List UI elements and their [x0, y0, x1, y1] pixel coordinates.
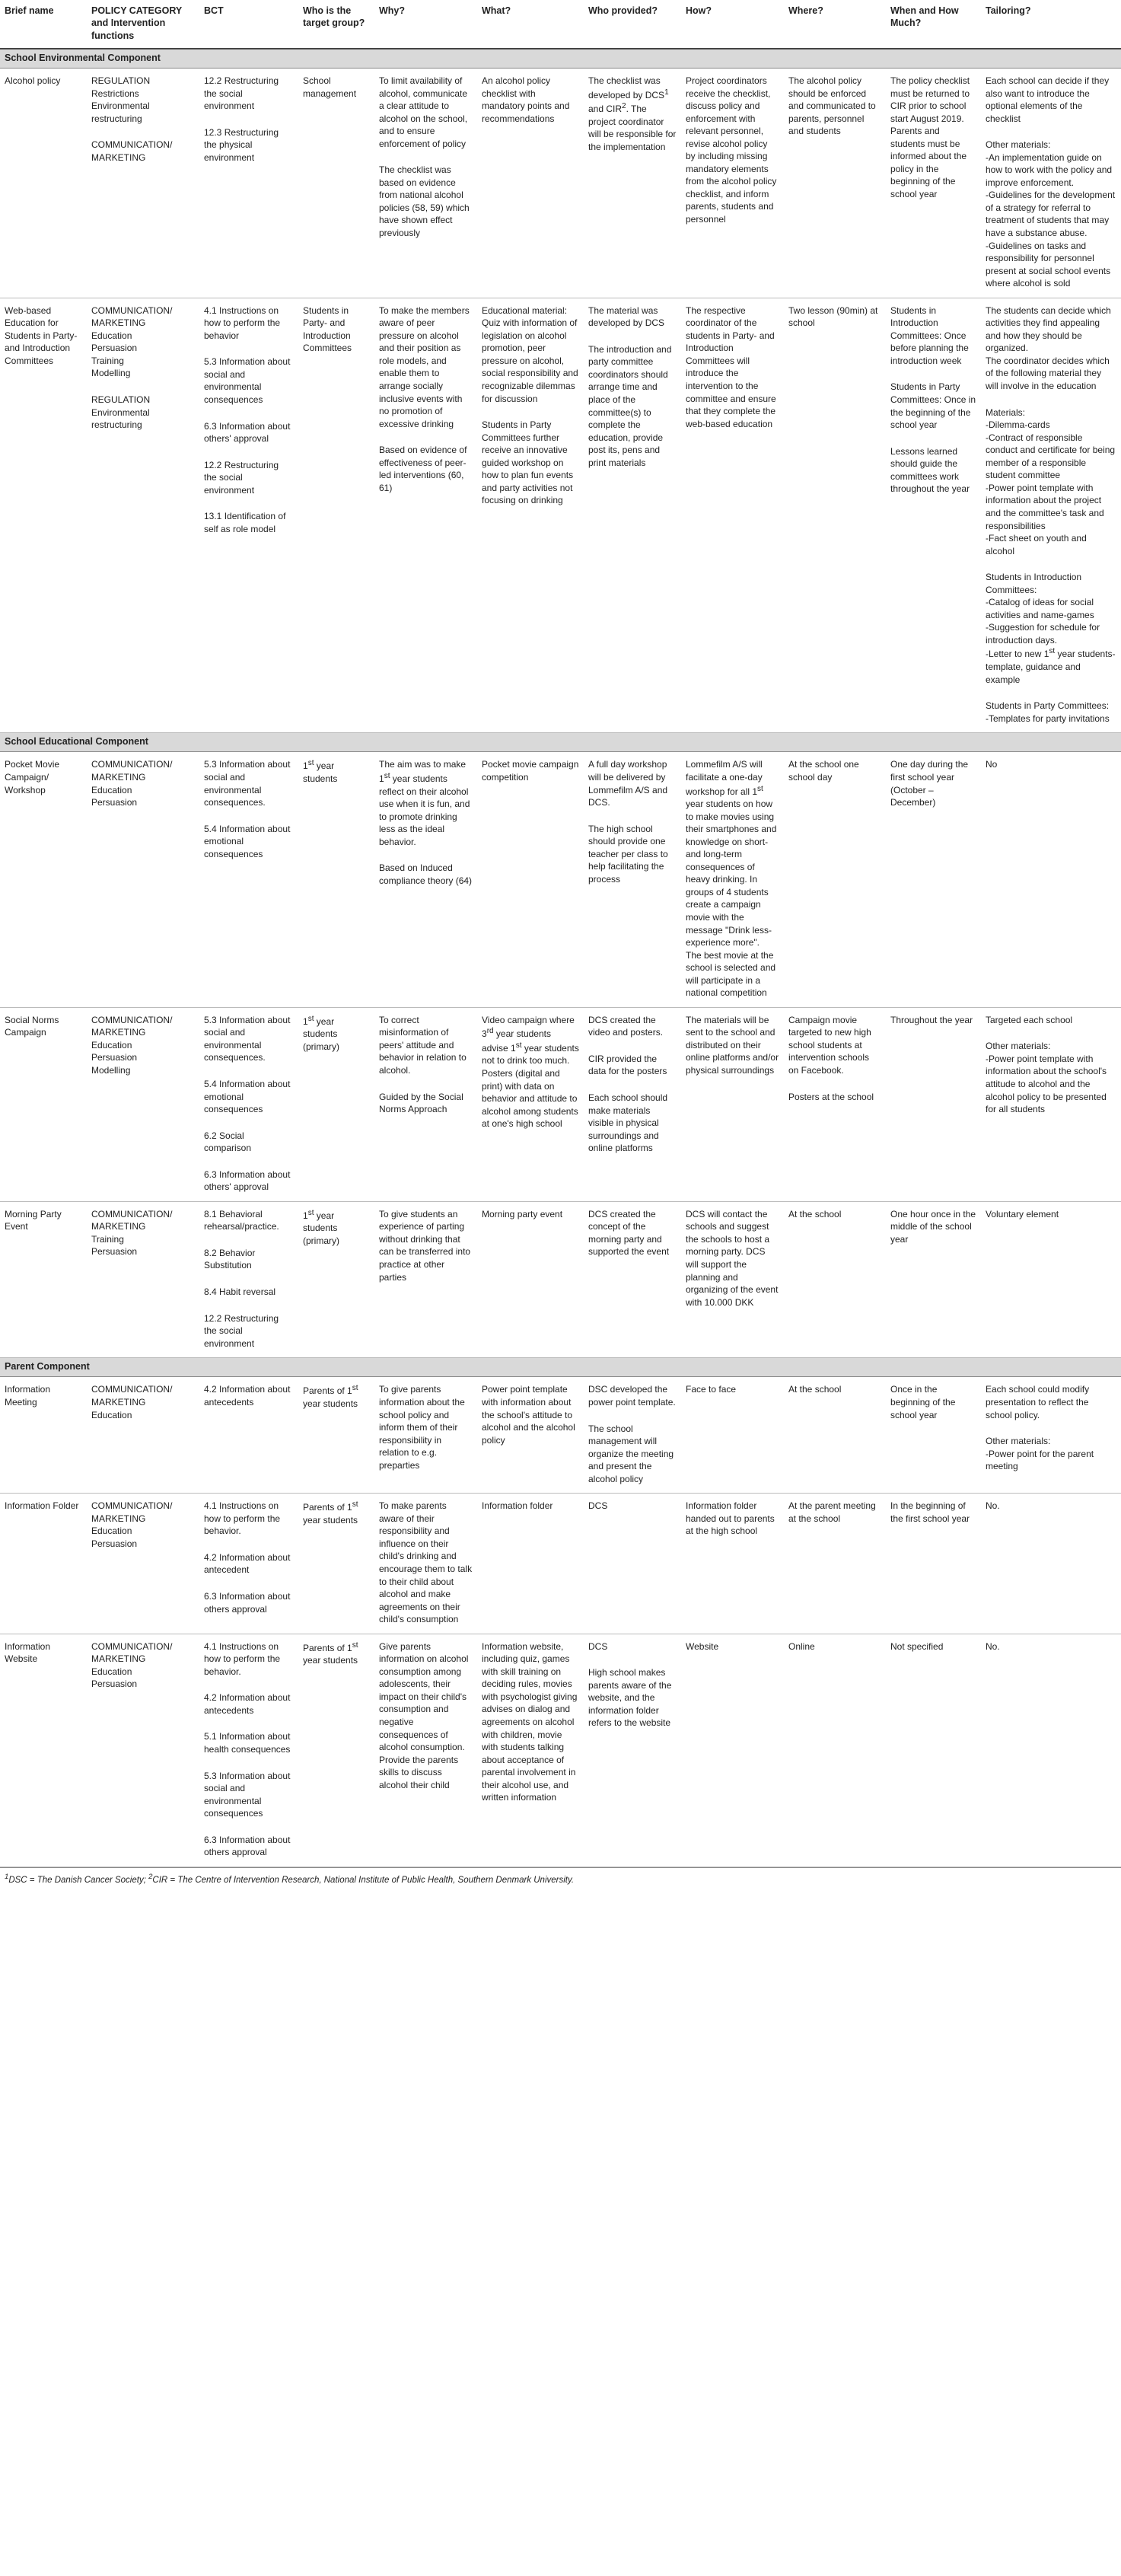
table-row	[0, 1377, 1121, 1494]
cell-why	[374, 1494, 477, 1634]
cell-paragraph: 5.4 Information about emotional consequences	[204, 1078, 291, 1115]
cell-paragraph: To limit availability of alcohol, communicate a clear attitude to alcohol on the school, and to ensure enforcement of policy	[379, 75, 468, 149]
table-row	[0, 1494, 1121, 1634]
cell-how	[681, 1634, 784, 1867]
cell-paragraph: 1st year students	[303, 759, 338, 784]
cell-paragraph: Other materials: -Power point template with information about the school's attitude to alcohol and the alcohol policy to be presented for all students	[986, 1041, 1107, 1115]
cell-target-group	[298, 1007, 374, 1201]
cell-tailoring	[981, 69, 1121, 298]
cell-paragraph: 6.3 Information about others approval	[204, 1591, 291, 1615]
cell-where	[784, 1007, 886, 1201]
cell-paragraph: A full day workshop will be delivered by Lommefilm A/S and DCS.	[588, 759, 668, 808]
cell-how	[681, 1494, 784, 1634]
section-header	[0, 733, 1121, 752]
cell-target-group	[298, 1494, 374, 1634]
cell-brief-name	[0, 1494, 87, 1634]
cell-paragraph: Students in Party Committees: -Templates for party invitations	[986, 700, 1110, 724]
cell-policy-category	[87, 1494, 199, 1634]
cell-target-group	[298, 752, 374, 1007]
cell-paragraph: 8.1 Behavioral rehearsal/practice.	[204, 1208, 279, 1232]
cell-how	[681, 1377, 784, 1494]
cell-how	[681, 752, 784, 1007]
cell-paragraph: Campaign movie targeted to new high school students at intervention schools on Facebook.	[788, 1014, 871, 1076]
cell-where	[784, 69, 886, 298]
header-brief-name: Brief name	[0, 0, 87, 49]
cell-where	[784, 1494, 886, 1634]
cell-paragraph: No.	[986, 1500, 1000, 1512]
cell-paragraph: Lessons learned should guide the committees work throughout the year	[890, 445, 970, 495]
cell-paragraph: 12.2 Restructuring the social environment	[204, 459, 279, 496]
cell-paragraph: The school management will organize the meeting and present the alcohol policy	[588, 1423, 674, 1484]
cell-paragraph: Lommefilm A/S will facilitate a one-day workshop for all 1st year students on how to make movies using their smartphones and knowledge on short- and long-term consequences of heavy drinking. In groups of 4 students create a campaign movie with the message "Drink less-experience more". The best movie at the school is selected and will participate in a national competition	[686, 759, 777, 999]
cell-bct	[199, 1377, 298, 1494]
cell-paragraph: DCS	[588, 1640, 608, 1652]
cell-brief-name	[0, 69, 87, 298]
cell-paragraph: 4.2 Information about antecedents	[204, 1384, 291, 1408]
cell-paragraph: 4.1 Instructions on how to perform the behavior.	[204, 1640, 281, 1677]
cell-paragraph: Based on Induced compliance theory (64)	[379, 862, 473, 886]
cell-bct	[199, 1007, 298, 1201]
cell-paragraph: 12.3 Restructuring the physical environment	[204, 126, 279, 163]
cell-who-provided	[584, 752, 681, 1007]
cell-paragraph: Posters at the school	[788, 1091, 874, 1102]
cell-paragraph: 13.1 Identification of self as role model	[204, 511, 286, 534]
cell-where	[784, 1201, 886, 1357]
cell-paragraph: Give parents information on alcohol consumption among adolescents, their impact on their child's consumption and negative consequences of alcohol consumption. Provide the parents skills to discuss alcohol their child	[379, 1640, 469, 1790]
cell-paragraph: Power point template with information about the school's attitude to alcohol and the alcohol policy	[482, 1384, 575, 1446]
cell-paragraph: 1st year students (primary)	[303, 1208, 339, 1246]
cell-paragraph: 5.3 Information about social and environmental consequences	[204, 356, 291, 406]
table-row	[0, 752, 1121, 1007]
cell-paragraph: Information Website	[5, 1640, 51, 1665]
cell-paragraph: The checklist was based on evidence from national alcohol policies (58, 59) which have shown effect previously	[379, 164, 470, 239]
table-row	[0, 69, 1121, 298]
cell-why	[374, 752, 477, 1007]
cell-paragraph: Guided by the Social Norms Approach	[379, 1091, 463, 1115]
cell-paragraph: No.	[986, 1640, 1000, 1652]
cell-paragraph: Voluntary element	[986, 1208, 1059, 1219]
cell-paragraph: 12.2 Restructuring the social environment	[204, 1312, 279, 1349]
cell-paragraph: COMMUNICATION/ MARKETING Training Persuasion	[91, 1208, 173, 1258]
cell-tailoring	[981, 1007, 1121, 1201]
cell-paragraph: At the school	[788, 1384, 842, 1395]
cell-paragraph: The students can decide which activities they find appealing and how they should be organized. The coordinator decides which of the following material they will involve in the education	[986, 304, 1111, 392]
cell-paragraph: COMMUNICATION/ MARKETING Education	[91, 1384, 173, 1420]
cell-paragraph: 12.2 Restructuring the social environment	[204, 75, 279, 112]
cell-when	[886, 1634, 981, 1867]
cell-paragraph: Pocket Movie Campaign/ Workshop	[5, 759, 60, 795]
cell-bct	[199, 69, 298, 298]
cell-paragraph: 4.2 Information about antecedent	[204, 1551, 291, 1576]
cell-paragraph: DCS will contact the schools and suggest the schools to host a morning party. DCS will support the planning and organizing of the event with 10.000 DKK	[686, 1208, 779, 1308]
cell-paragraph: Morning Party Event	[5, 1208, 62, 1232]
cell-why	[374, 69, 477, 298]
cell-brief-name	[0, 298, 87, 732]
cell-what	[477, 1377, 584, 1494]
cell-paragraph: DCS	[588, 1500, 608, 1512]
cell-paragraph: To make parents aware of their responsibility and influence on their child's drinking and encourage them to talk to their child about alcohol and make agreements on their child's consumption	[379, 1500, 473, 1625]
cell-paragraph: Information Meeting	[5, 1384, 51, 1408]
cell-tailoring	[981, 752, 1121, 1007]
cell-paragraph: 1st year students (primary)	[303, 1014, 339, 1052]
cell-policy-category	[87, 1007, 199, 1201]
cell-paragraph: 5.3 Information about social and environmental consequences	[204, 1770, 291, 1819]
section-header	[0, 49, 1121, 69]
cell-why	[374, 298, 477, 732]
cell-who-provided	[584, 1201, 681, 1357]
cell-policy-category	[87, 69, 199, 298]
header-what: What?	[477, 0, 584, 49]
cell-paragraph: Each school can decide if they also want to introduce the optional elements of the checklist	[986, 75, 1110, 124]
cell-paragraph: Students in Introduction Committees: Once before planning the introduction week	[890, 304, 969, 366]
cell-how	[681, 69, 784, 298]
cell-bct	[199, 752, 298, 1007]
cell-paragraph: To give students an experience of parting without drinking that can be transferred into practice at other parties	[379, 1208, 471, 1283]
cell-paragraph: 4.2 Information about antecedents	[204, 1692, 291, 1716]
cell-paragraph: Other materials: -Power point for the parent meeting	[986, 1436, 1094, 1472]
section-title: School Environmental Component	[0, 49, 1121, 69]
cell-where	[784, 752, 886, 1007]
table-row	[0, 1007, 1121, 1201]
cell-paragraph: The checklist was developed by DCS$^1$ and CIR$^2$. The project coordinator will be responsible for the implementation	[588, 75, 677, 152]
cell-paragraph: COMMUNICATION/ MARKETING Education Persuasion	[91, 1640, 173, 1690]
header-how: How?	[681, 0, 784, 49]
header-target-group: Who is the target group?	[298, 0, 374, 49]
cell-paragraph: The material was developed by DCS	[588, 304, 665, 329]
cell-brief-name	[0, 1377, 87, 1494]
cell-policy-category	[87, 752, 199, 1007]
cell-paragraph: CIR provided the data for the posters	[588, 1053, 667, 1077]
cell-paragraph: The alcohol policy should be enforced and communicated to parents, personnel and students	[788, 75, 876, 137]
cell-paragraph: Two lesson (90min) at school	[788, 304, 878, 329]
section-header	[0, 1358, 1121, 1377]
cell-paragraph: Students in Party- and Introduction Committees	[303, 304, 352, 354]
cell-paragraph: Students in Party Committees: Once in the beginning of the school year	[890, 381, 976, 431]
cell-tailoring	[981, 1634, 1121, 1867]
cell-when	[886, 752, 981, 1007]
cell-paragraph: At the school	[788, 1208, 842, 1219]
cell-paragraph: 5.4 Information about emotional consequences	[204, 823, 291, 859]
cell-target-group	[298, 69, 374, 298]
cell-paragraph: Each school should make materials visible in physical surroundings and online platforms	[588, 1092, 668, 1154]
cell-paragraph: REGULATION Restrictions Environmental restructuring	[91, 75, 151, 124]
cell-who-provided	[584, 1007, 681, 1201]
header-policy-category: POLICY CATEGORY and Intervention functions	[87, 0, 199, 49]
cell-paragraph: The aim was to make 1st year students reflect on their alcohol use when it is fun, and to promote drinking less as the ideal behavior.	[379, 759, 470, 847]
cell-paragraph: 5.3 Information about social and environmental consequences.	[204, 759, 291, 808]
cell-paragraph: 6.3 Information about others' approval	[204, 1168, 291, 1193]
cell-bct	[199, 1494, 298, 1634]
table-row	[0, 1634, 1121, 1867]
cell-paragraph: DCS created the video and posters.	[588, 1014, 664, 1038]
cell-when	[886, 298, 981, 732]
cell-paragraph: Materials: -Dilemma-cards -Contract of responsible conduct and certificate for being member of a responsible student committee -Power point template with information about the project and the committee's task and responsibilities -Fact sheet on youth and alcohol	[986, 406, 1116, 556]
cell-paragraph: Face to face	[686, 1384, 737, 1395]
cell-paragraph: COMMUNICATION/ MARKETING Education Persuasion Modelling	[91, 1014, 173, 1076]
cell-when	[886, 1377, 981, 1494]
cell-paragraph: REGULATION Environmental restructuring	[91, 394, 151, 431]
cell-paragraph: In the beginning of the first school year	[890, 1500, 970, 1524]
cell-paragraph: The high school should provide one teacher per class to help facilitating the process	[588, 823, 668, 885]
cell-tailoring	[981, 1494, 1121, 1634]
cell-paragraph: Once in the beginning of the school year	[890, 1384, 956, 1420]
cell-paragraph: At the parent meeting at the school	[788, 1500, 876, 1524]
cell-policy-category	[87, 1201, 199, 1357]
cell-paragraph: An alcohol policy checklist with mandatory points and recommendations	[482, 75, 570, 124]
cell-paragraph: The materials will be sent to the school and distributed on their online platforms and/or physical surroundings	[686, 1014, 779, 1076]
header-why: Why?	[374, 0, 477, 49]
cell-paragraph: No	[986, 759, 998, 770]
cell-when	[886, 69, 981, 298]
cell-tailoring	[981, 298, 1121, 732]
cell-paragraph: Not specified	[890, 1640, 944, 1652]
cell-paragraph: Information folder	[482, 1500, 553, 1512]
cell-paragraph: 6.3 Information about others approval	[204, 1834, 291, 1858]
cell-paragraph: COMMUNICATION/ MARKETING Education Persuasion Training Modelling	[91, 304, 173, 379]
cell-paragraph: To correct misinformation of peers' attitude and behavior in relation to alcohol.	[379, 1014, 467, 1076]
cell-what	[477, 298, 584, 732]
cell-paragraph: Information folder handed out to parents at the high school	[686, 1500, 775, 1537]
cell-paragraph: COMMUNICATION/ MARKETING	[91, 139, 173, 163]
table-row	[0, 298, 1121, 732]
cell-paragraph: To give parents information about the school policy and inform them of their responsibility in relation to e.g. preparties	[379, 1384, 465, 1471]
cell-what	[477, 1201, 584, 1357]
cell-who-provided	[584, 69, 681, 298]
cell-how	[681, 1201, 784, 1357]
cell-policy-category	[87, 1634, 199, 1867]
cell-tailoring	[981, 1377, 1121, 1494]
cell-brief-name	[0, 752, 87, 1007]
section-title: Parent Component	[0, 1358, 1121, 1377]
cell-target-group	[298, 1634, 374, 1867]
cell-paragraph: The respective coordinator of the students in Party- and Introduction Committees will introduce the intervention to the committee and ensure that they complete the web-based education	[686, 304, 776, 429]
cell-paragraph: Morning party event	[482, 1208, 563, 1219]
cell-paragraph: Students in Party Committees further receive an innovative guided workshop on how to plan fun events and party activities not focusing on drinking	[482, 419, 574, 506]
cell-paragraph: One hour once in the middle of the school year	[890, 1208, 976, 1245]
cell-paragraph: 8.4 Habit reversal	[204, 1286, 276, 1297]
cell-paragraph: Web-based Education for Students in Party- and Introduction Committees	[5, 304, 78, 366]
cell-paragraph: Video campaign where 3rd year students advise 1st year students not to drink too much. Posters (digital and print) with data on behavior and attitude to alcohol among students at one's high school	[482, 1014, 579, 1130]
cell-how	[681, 298, 784, 732]
cell-paragraph: Alcohol policy	[5, 75, 61, 86]
cell-where	[784, 298, 886, 732]
footnote: $^1$DSC = The Danish Cancer Society; $^2$CIR = The Centre of Intervention Research, National Institute of Public Health, Southern Denmark University.	[0, 1867, 1121, 1889]
section-title: School Educational Component	[0, 733, 1121, 752]
cell-paragraph: Social Norms Campaign	[5, 1014, 59, 1038]
cell-paragraph: High school makes parents aware of the website, and the information folder refers to the website	[588, 1667, 672, 1729]
cell-what	[477, 752, 584, 1007]
cell-what	[477, 69, 584, 298]
cell-what	[477, 1634, 584, 1867]
cell-paragraph: COMMUNICATION/ MARKETING Education Persuasion	[91, 759, 173, 808]
cell-paragraph: Website	[686, 1640, 719, 1652]
cell-who-provided	[584, 1377, 681, 1494]
table-body	[0, 49, 1121, 1867]
cell-paragraph: Parents of 1st year students	[303, 1640, 358, 1666]
cell-bct	[199, 1634, 298, 1867]
cell-brief-name	[0, 1201, 87, 1357]
cell-policy-category	[87, 1377, 199, 1494]
cell-who-provided	[584, 298, 681, 732]
cell-where	[784, 1377, 886, 1494]
cell-when	[886, 1201, 981, 1357]
cell-paragraph: Online	[788, 1640, 815, 1652]
cell-paragraph: 6.2 Social comparison	[204, 1130, 252, 1154]
cell-paragraph: At the school one school day	[788, 759, 859, 783]
cell-how	[681, 1007, 784, 1201]
cell-paragraph: Pocket movie campaign competition	[482, 759, 579, 783]
cell-paragraph: The policy checklist must be returned to CIR prior to school start August 2019. Parents and students must be informed about the policy in the beginning of the school year	[890, 75, 970, 199]
header-tailoring: Tailoring?	[981, 0, 1121, 49]
cell-paragraph: School management	[303, 75, 357, 99]
cell-what	[477, 1494, 584, 1634]
header-bct: BCT	[199, 0, 298, 49]
cell-brief-name	[0, 1007, 87, 1201]
cell-why	[374, 1377, 477, 1494]
cell-paragraph: Information Folder	[5, 1500, 79, 1512]
cell-paragraph: Each school could modify presentation to reflect the school policy.	[986, 1384, 1090, 1420]
cell-brief-name	[0, 1634, 87, 1867]
cell-who-provided	[584, 1634, 681, 1867]
cell-paragraph: Students in Introduction Committees: -Catalog of ideas for social activities and name-games -Suggestion for schedule for introduction days. -Letter to new 1st year students- template, guidance and example	[986, 572, 1116, 685]
cell-paragraph: One day during the first school year (October – December)	[890, 759, 969, 808]
cell-paragraph: Project coordinators receive the checklist, discuss policy and enforcement with relevant personnel, revise alcohol policy by including missing mandatory elements from the alcohol policy checklist, and inform parents, students and personnel	[686, 75, 777, 225]
cell-paragraph: To make the members aware of peer pressure on alcohol and their position as role models, and enable them to arrange socially inclusive events with no promotion of excessive drinking	[379, 304, 470, 429]
cell-paragraph: 8.2 Behavior Substitution	[204, 1247, 256, 1271]
cell-paragraph: Based on evidence of effectiveness of peer-led interventions (60, 61)	[379, 445, 467, 493]
cell-target-group	[298, 1201, 374, 1357]
header-where: Where?	[784, 0, 886, 49]
cell-paragraph: 5.1 Information about health consequences	[204, 1731, 291, 1755]
cell-paragraph: 4.1 Instructions on how to perform the behavior.	[204, 1500, 281, 1537]
cell-paragraph: Educational material: Quiz with information of legislation on alcohol promotion, peer pressure on alcohol, social responsibility and recognizable dilemmas for discussion	[482, 304, 578, 404]
cell-paragraph: 5.3 Information about social and environmental consequences.	[204, 1014, 291, 1063]
cell-bct	[199, 298, 298, 732]
table-row	[0, 1201, 1121, 1357]
cell-why	[374, 1634, 477, 1867]
cell-target-group	[298, 298, 374, 732]
cell-paragraph: Other materials: -An implementation guide on how to work with the policy and improve enforcement. -Guidelines for the development of a strategy for referral to treatment of students that may have a substance abuse. -Guidelines on tasks and responsibility for personnel present at social school events where alcohol is sold	[986, 139, 1116, 289]
cell-why	[374, 1007, 477, 1201]
header-who-provided: Who provided?	[584, 0, 681, 49]
header-row	[0, 0, 1121, 49]
cell-tailoring	[981, 1201, 1121, 1357]
cell-paragraph: Throughout the year	[890, 1014, 973, 1025]
cell-paragraph: Information website, including quiz, games with skill training on deciding rules, movies with psychologist giving advises on dialog and agreements on alcohol with children, movie with students talking about acceptance of parental involvement in their alcohol use, and written information	[482, 1640, 578, 1803]
cell-paragraph: Targeted each school	[986, 1014, 1073, 1025]
cell-paragraph: Parents of 1st year students	[303, 1500, 358, 1526]
header-when: When and How Much?	[886, 0, 981, 49]
cell-paragraph: DCS created the concept of the morning party and supported the event	[588, 1208, 670, 1258]
cell-paragraph: Parents of 1st year students	[303, 1384, 358, 1409]
cell-policy-category	[87, 298, 199, 732]
cell-when	[886, 1007, 981, 1201]
cell-paragraph: DSC developed the power point template.	[588, 1384, 676, 1408]
cell-paragraph: The introduction and party committee coordinators should arrange time and place of the committee(s) to complete the education, provide post its, pens and print materials	[588, 343, 672, 468]
cell-why	[374, 1201, 477, 1357]
cell-who-provided	[584, 1494, 681, 1634]
cell-bct	[199, 1201, 298, 1357]
cell-when	[886, 1494, 981, 1634]
cell-target-group	[298, 1377, 374, 1494]
cell-where	[784, 1634, 886, 1867]
cell-paragraph: 6.3 Information about others' approval	[204, 420, 291, 445]
cell-paragraph: COMMUNICATION/ MARKETING Education Persuasion	[91, 1500, 173, 1549]
cell-paragraph: 4.1 Instructions on how to perform the behavior	[204, 304, 281, 341]
cell-what	[477, 1007, 584, 1201]
